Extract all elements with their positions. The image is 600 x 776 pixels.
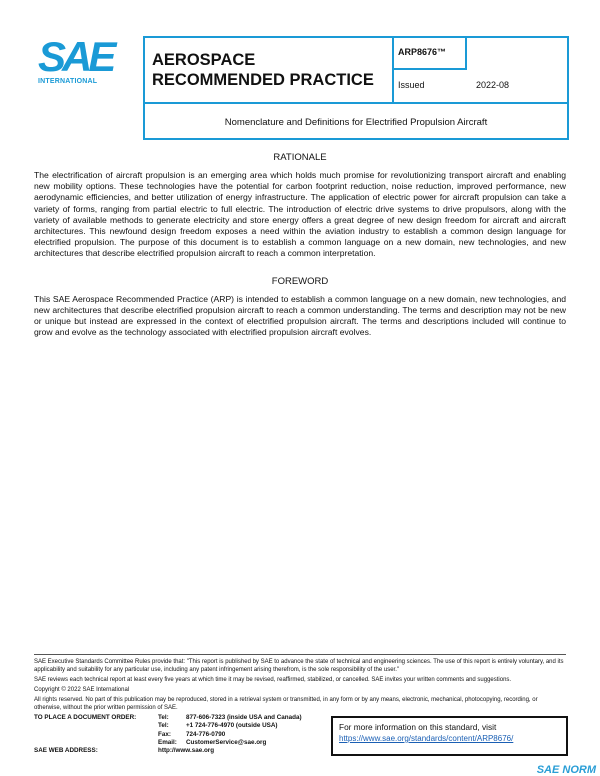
contact-email[interactable]: CustomerService@sae.org (186, 738, 267, 746)
watermark: SAE NORM (536, 764, 596, 776)
standard-link[interactable]: https://www.sae.org/standards/content/ARP8676/ (339, 734, 514, 743)
footer-rights: All rights reserved. No part of this publication may be reproduced, stored in a retrieval system or transmitted, in any form or by any means, electronic, mechanical, photocopying, recording, or otherwise, without the prior written permission of SAE. (34, 697, 538, 711)
issued-date: 2022-08 (476, 80, 510, 90)
more-info-text: For more information on this standard, visit (339, 722, 497, 732)
contact-key: Tel: (158, 714, 169, 721)
foreword-text: This SAE Aerospace Recommended Practice (ARP) is intended to establish a common language on a new domain, new technologies, and new architectures that describe electrified propulsion aircraft to reach a common understanding. The terms and description may not be new or unique but instead are expressed in the context of electrified propulsion aircraft. The terms and descriptions included will continue to grow and evolve as the technology associated with electrified propulsion aircraft evolves. (34, 293, 566, 338)
footer-rules: SAE Executive Standards Committee Rules provide that: "This report is published by SAE to advance the state of technical and engineering sciences. The use of this report is entirely voluntary, and its applicability and suitability for any particular use, including any patent infringement arising therefrom, is the sole responsibility of the user." (34, 659, 564, 673)
contact-value: +1 724-776-4970 (outside USA) (186, 722, 278, 730)
document-type (145, 38, 394, 104)
footer-copyright: Copyright © 2022 SAE International (34, 687, 130, 693)
document-body (34, 152, 566, 354)
order-label: TO PLACE A DOCUMENT ORDER: (34, 714, 137, 721)
title-line2: RECOMMENDED PRACTICE (152, 71, 374, 89)
footer-review: SAE reviews each technical report at least every five years at which time it may be revised, reaffirmed, stabilized, or cancelled. SAE invites your written comments and suggestions. (34, 677, 512, 683)
title-line1: AEROSPACE (152, 51, 256, 69)
rationale-text: The electrification of aircraft propulsion is an emerging area which holds much promise for revolutionizing transport aircraft and enabling new mobility options. These technologies have the potential for carbon footprint reduction, noise reduction, improved performance, new aerodynamic efficiencies, and better utilization of energy infrastructure. The application of electric power for aircraft propulsion can take a variety of forms, ranging from partial electric to full electric. The introduction of electric drive systems to drive propulsors, along with the variety of available methods to generate electricity and store energy offers a great degree of new design freedom for aircraft and aircraft architectures. This newfound design freedom exposes a need within the aviation industry to establish a common design language for electrified propulsion. The purpose of this document is to establish a common language on a new domain, new technologies, and new architectures that describe electrified propulsion aircraft to reach a common interpretation. (34, 170, 566, 259)
contact-value: 877-606-7323 (inside USA and Canada) (186, 714, 302, 721)
contact-key: Tel: (158, 722, 169, 730)
document-subtitle: Nomenclature and Definitions for Electrified Propulsion Aircraft (224, 117, 488, 128)
document-header (143, 36, 569, 140)
contact-key: Fax: (158, 730, 171, 738)
sae-logo (38, 33, 122, 85)
footer (34, 654, 566, 755)
order-section (34, 714, 566, 755)
logo-mark: SAE (38, 33, 113, 80)
contact-value: 724-776-0790 (186, 730, 226, 738)
issued-cell (394, 70, 567, 104)
web-label: SAE WEB ADDRESS: (34, 747, 98, 755)
more-info-box (331, 716, 568, 756)
web-address[interactable]: http://www.sae.org (158, 747, 215, 755)
issued-label: Issued (398, 80, 425, 90)
contact-key: Email: (158, 738, 177, 746)
rationale-heading: RATIONALE (273, 152, 327, 163)
foreword-heading: FOREWORD (271, 275, 329, 287)
logo-text: INTERNATIONAL (38, 78, 98, 85)
doc-number: ARP8676™ (394, 38, 467, 70)
